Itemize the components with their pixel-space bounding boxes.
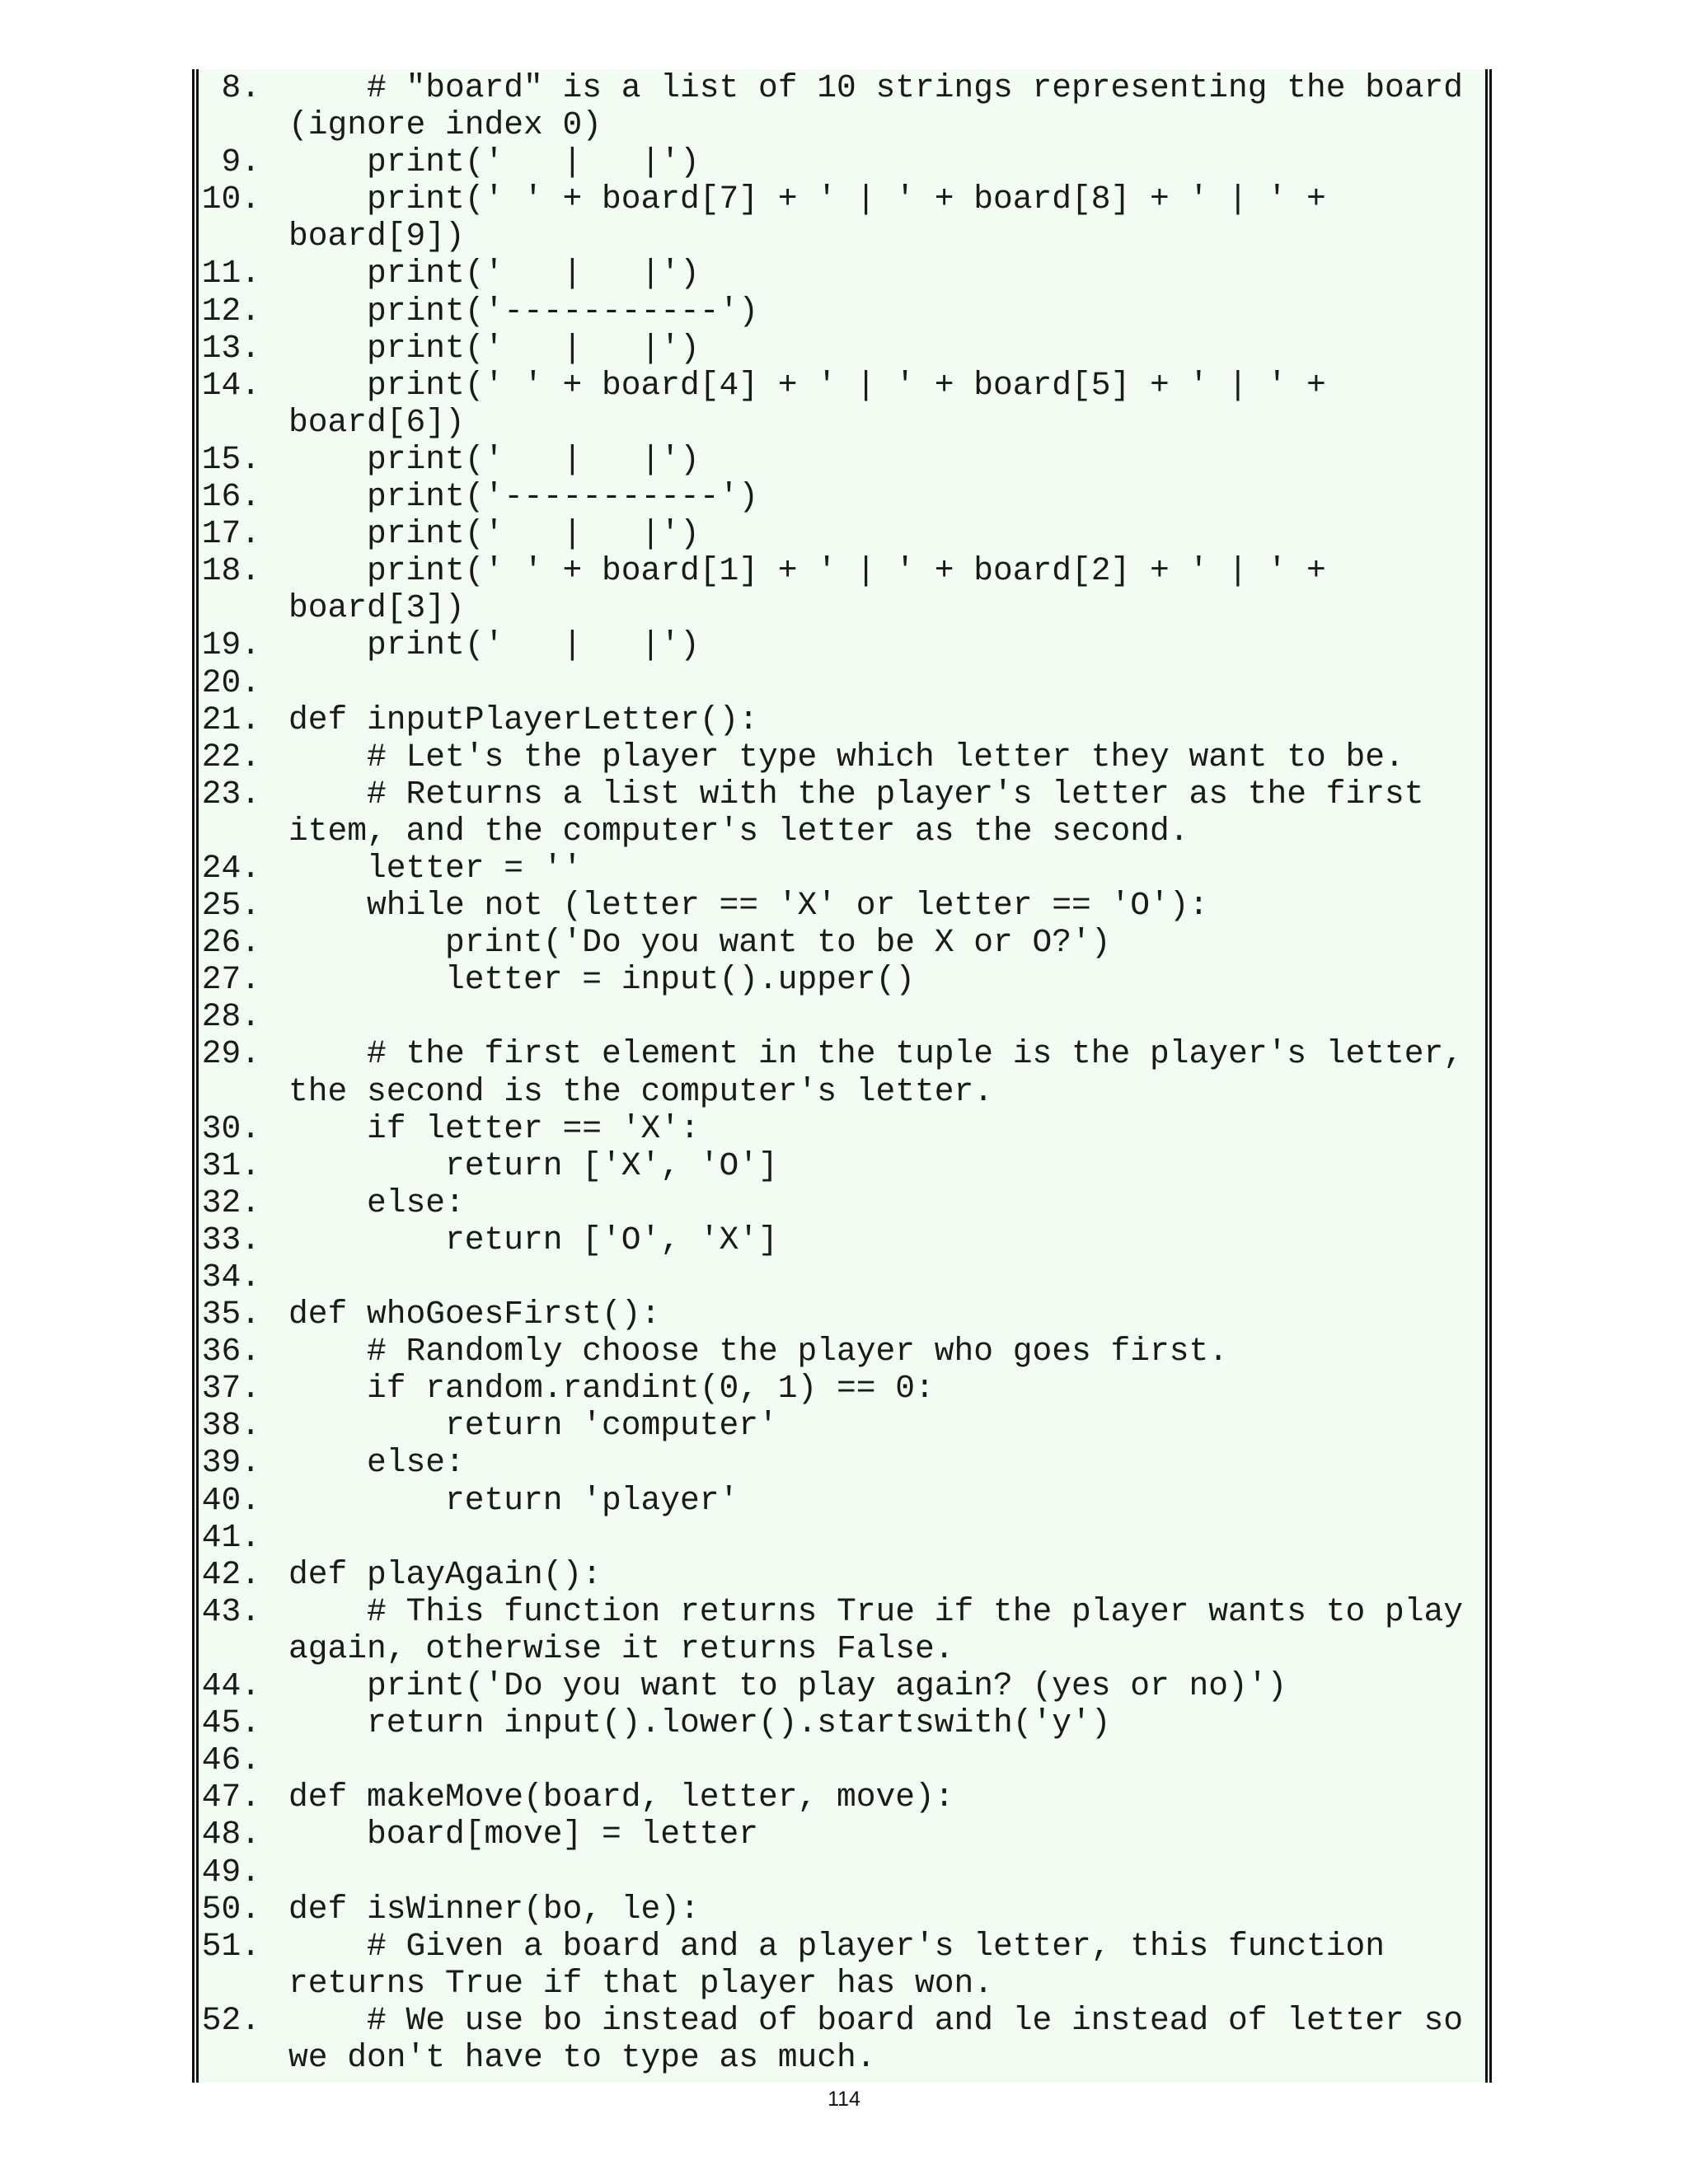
line-number: 27.: [201, 961, 260, 999]
line-number: 29.: [201, 1035, 260, 1073]
code-line: [199, 1891, 1485, 1928]
code-line: [199, 887, 1485, 924]
line-number: 44.: [201, 1667, 260, 1705]
code-text: # Let's the player type which letter they want to be.: [288, 738, 1404, 776]
code-text: letter = '': [288, 849, 583, 887]
code-text: print('-----------'): [288, 292, 759, 330]
code-line: [199, 776, 1485, 850]
code-text: return 'player': [288, 1481, 739, 1519]
code-line: [199, 961, 1485, 998]
code-text: return ['O', 'X']: [288, 1221, 778, 1258]
line-number: 12.: [201, 292, 260, 330]
code-line: [199, 441, 1485, 478]
code-line: [199, 255, 1485, 292]
code-line: [199, 1444, 1485, 1481]
code-text: # "board" is a list of 10 strings representing the board (ignore index 0): [288, 69, 1483, 144]
line-number: 32.: [201, 1183, 260, 1221]
code-line: [199, 738, 1485, 776]
code-line: [199, 1147, 1485, 1184]
line-number: 34.: [201, 1258, 260, 1296]
code-text: return 'computer': [288, 1407, 778, 1445]
line-number: 21.: [201, 701, 260, 738]
line-number: 28.: [201, 998, 260, 1036]
code-line: [199, 1258, 1485, 1296]
code-line: [199, 69, 1485, 143]
code-line: [199, 1779, 1485, 1816]
code-line: [199, 1482, 1485, 1519]
code-line: [199, 515, 1485, 552]
code-line: [199, 1667, 1485, 1704]
line-number: 8.: [201, 69, 260, 106]
code-text: while not (letter == 'X' or letter == 'O'):: [288, 887, 1209, 925]
code-listing: [192, 69, 1492, 2083]
code-line: [199, 180, 1485, 255]
code-line: [199, 1556, 1485, 1593]
line-number: 49.: [201, 1853, 260, 1891]
line-number: 33.: [201, 1221, 260, 1258]
code-line: [199, 367, 1485, 441]
code-text: print(' | |'): [288, 143, 700, 181]
line-number: 17.: [201, 515, 260, 553]
code-line: [199, 1816, 1485, 1853]
code-text: # This function returns True if the player wants to play again, otherwise it returns False.: [288, 1592, 1483, 1667]
code-text: print('Do you want to be X or O?'): [288, 924, 1111, 962]
code-text: def whoGoesFirst():: [288, 1296, 661, 1333]
code-line: [199, 1110, 1485, 1147]
code-text: def playAgain():: [288, 1555, 603, 1593]
line-number: 24.: [201, 849, 260, 887]
code-text: board[move] = letter: [288, 1816, 759, 1854]
code-text: def inputPlayerLetter():: [288, 701, 759, 738]
code-text: print('Do you want to play again? (yes or no)'): [288, 1667, 1287, 1705]
code-lines: [199, 69, 1485, 2076]
code-line: [199, 850, 1485, 887]
line-number: 47.: [201, 1779, 260, 1816]
code-text: letter = input().upper(): [288, 961, 916, 999]
code-text: # Returns a list with the player's letter as the first item, and the computer's letter as the second.: [288, 775, 1444, 850]
line-number: 13.: [201, 329, 260, 367]
line-number: 38.: [201, 1407, 260, 1445]
code-line: [199, 143, 1485, 180]
code-text: # We use bo instead of board and le instead of letter so we don't have to type as much.: [288, 2001, 1483, 2076]
code-text: print(' | |'): [288, 515, 700, 553]
code-line: [199, 1370, 1485, 1407]
code-line: [199, 701, 1485, 738]
code-text: else:: [288, 1183, 465, 1221]
code-text: print(' ' + board[1] + ' | ' + board[2] + ' | ' + board[3]): [288, 552, 1346, 627]
code-line: [199, 924, 1485, 961]
code-text: print(' | |'): [288, 255, 700, 293]
code-line: [199, 1741, 1485, 1779]
code-line: [199, 1519, 1485, 1556]
code-line: [199, 1035, 1485, 1109]
code-line: [199, 330, 1485, 367]
line-number: 43.: [201, 1592, 260, 1630]
line-number: 40.: [201, 1481, 260, 1519]
code-line: [199, 293, 1485, 330]
code-line: [199, 1333, 1485, 1370]
code-line: [199, 2002, 1485, 2076]
line-number: 18.: [201, 552, 260, 590]
line-number: 36.: [201, 1333, 260, 1371]
code-text: # Given a board and a player's letter, this function returns True if that player has won.: [288, 1927, 1404, 2002]
code-line: [199, 1593, 1485, 1667]
code-line: [199, 1704, 1485, 1741]
code-text: if letter == 'X':: [288, 1109, 700, 1147]
code-line: [199, 1854, 1485, 1891]
code-text: return ['X', 'O']: [288, 1146, 778, 1184]
line-number: 30.: [201, 1109, 260, 1147]
line-number: 26.: [201, 924, 260, 962]
line-number: 46.: [201, 1741, 260, 1779]
line-number: 42.: [201, 1555, 260, 1593]
code-line: [199, 552, 1485, 626]
line-number: 11.: [201, 255, 260, 293]
line-number: 16.: [201, 478, 260, 516]
line-number: 35.: [201, 1296, 260, 1333]
code-text: print(' ' + board[7] + ' | ' + board[8] + ' | ' + board[9]): [288, 180, 1346, 255]
code-line: [199, 478, 1485, 515]
line-number: 20.: [201, 663, 260, 701]
line-number: 41.: [201, 1518, 260, 1556]
code-line: [199, 1184, 1485, 1221]
code-line: [199, 1296, 1485, 1333]
line-number: 22.: [201, 738, 260, 776]
code-text: print(' | |'): [288, 626, 700, 664]
line-number: 31.: [201, 1146, 260, 1184]
line-number: 19.: [201, 626, 260, 664]
line-number: 25.: [201, 887, 260, 925]
code-line: [199, 998, 1485, 1035]
code-text: print(' | |'): [288, 440, 700, 478]
code-text: def isWinner(bo, le):: [288, 1890, 700, 1928]
code-line: [199, 626, 1485, 663]
line-number: 39.: [201, 1444, 260, 1482]
line-number: 52.: [201, 2001, 260, 2039]
code-line: [199, 1928, 1485, 2002]
code-line: [199, 1221, 1485, 1258]
line-number: 9.: [201, 143, 260, 181]
code-text: # the first element in the tuple is the player's letter, the second is the computer's letter.: [288, 1035, 1483, 1110]
line-number: 51.: [201, 1927, 260, 1965]
code-text: def makeMove(board, letter, move):: [288, 1779, 954, 1816]
code-text: # Randomly choose the player who goes first.: [288, 1333, 1229, 1371]
code-line: [199, 664, 1485, 701]
line-number: 50.: [201, 1890, 260, 1928]
line-number: 48.: [201, 1816, 260, 1854]
line-number: 15.: [201, 440, 260, 478]
page-number: 114: [828, 2088, 860, 2111]
code-text: print('-----------'): [288, 478, 759, 516]
code-text: else:: [288, 1444, 465, 1482]
code-text: return input().lower().startswith('y'): [288, 1704, 1111, 1742]
line-number: 23.: [201, 775, 260, 813]
line-number: 37.: [201, 1370, 260, 1408]
code-text: if random.randint(0, 1) == 0:: [288, 1370, 935, 1408]
line-number: 10.: [201, 180, 260, 218]
code-line: [199, 1407, 1485, 1444]
code-text: print(' | |'): [288, 329, 700, 367]
line-number: 14.: [201, 366, 260, 404]
line-number: 45.: [201, 1704, 260, 1742]
code-text: print(' ' + board[4] + ' | ' + board[5] + ' | ' + board[6]): [288, 366, 1346, 441]
